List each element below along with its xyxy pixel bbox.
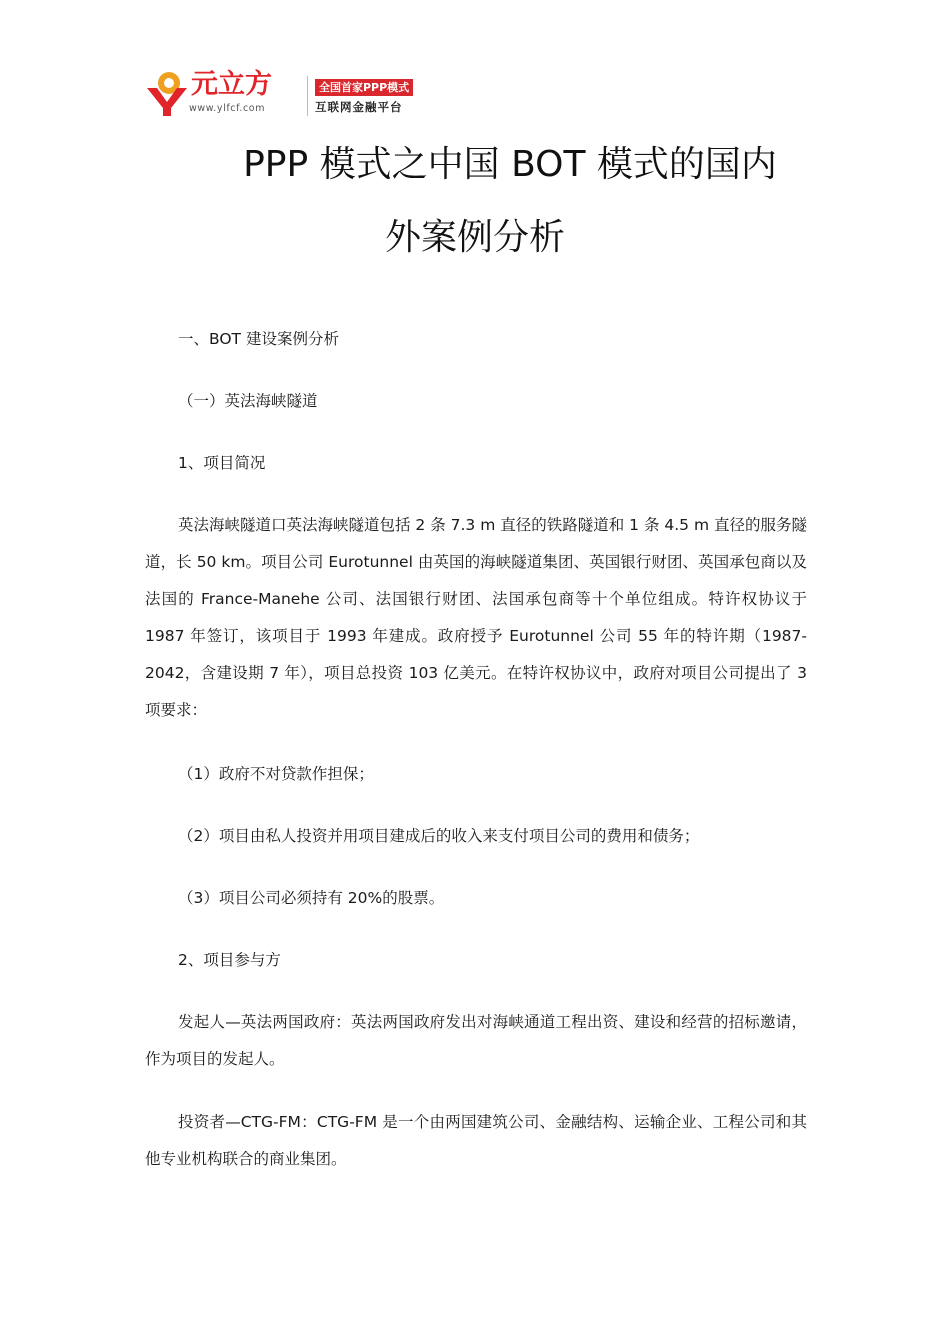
- subsection-heading: （一）英法海峡隧道: [178, 392, 318, 410]
- requirement-3: （3）项目公司必须持有 20%的股票。: [178, 889, 445, 907]
- brand-url: www.ylfcf.com: [189, 103, 266, 114]
- sponsor-paragraph: 发起人—英法两国政府：英法两国政府发出对海峡通道工程出资、建设和经营的招标邀请，作为项目的发起人。: [145, 1013, 807, 1068]
- investor-paragraph: 投资者—CTG-FM：CTG-FM 是一个由两国建筑公司、金融结构、运输企业、工程公司和其他专业机构联合的商业集团。: [145, 1113, 807, 1168]
- company-logo: [145, 68, 425, 120]
- item-heading-participants: 2、项目参与方: [178, 951, 281, 969]
- item-heading-overview: 1、项目简况: [178, 454, 266, 472]
- brand-name: 元立方: [191, 69, 272, 100]
- brand-badge: 全国首家PPP模式: [315, 79, 413, 96]
- brand-tagline: 互联网金融平台: [315, 100, 403, 114]
- requirement-2: （2）项目由私人投资并用项目建成后的收入来支付项目公司的费用和债务；: [178, 827, 700, 845]
- document-title-line1: PPP 模式之中国 BOT 模式的国内: [243, 144, 777, 185]
- logo-divider: [307, 76, 308, 116]
- section-heading: 一、BOT 建设案例分析: [178, 330, 339, 348]
- requirement-1: （1）政府不对贷款作担保；: [178, 765, 374, 783]
- overview-paragraph: 英法海峡隧道口英法海峡隧道包括 2 条 7.3 m 直径的铁路隧道和 1 条 4.5 m 直径的服务隧道，长 50 km。项目公司 Eurotunnel 由英国的海峡隧道集团、英国银行财团、英国承包商以及法国的 France-Manehe 公司、法国银行财团、法国承包商等十个单位组成。特许权协议于 1987 年签订，该项目于 1993 年建成。政府授予 Eurotunnel 公司 55 年的特许期（1987-2042，含建设期 7 年），项目总投资 103 亿美元。在特许权协议中，政府对项目公司提出了 3 项要求：: [145, 516, 807, 719]
- document-title-line2: 外案例分析: [384, 217, 565, 258]
- logo-mark-icon: [145, 70, 189, 116]
